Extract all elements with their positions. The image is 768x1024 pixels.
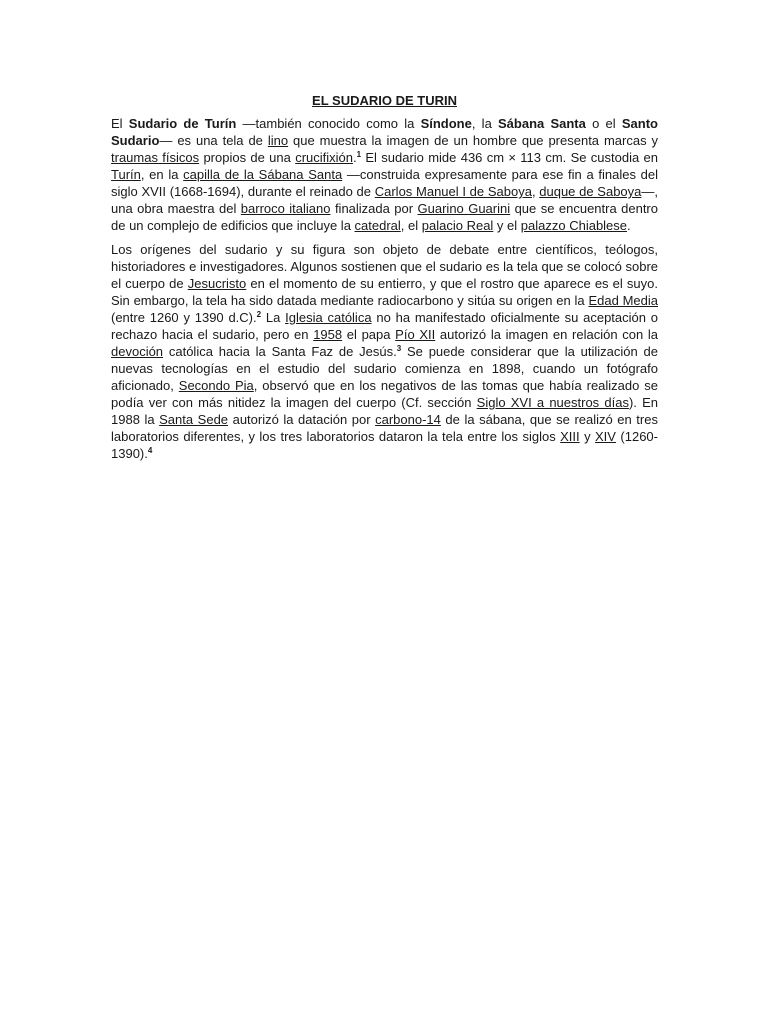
inline-link[interactable]: barroco italiano [240,201,331,216]
footnote-ref[interactable]: 3 [396,344,402,353]
text-run: de la sábana, que se realizó en tres laboratorios diferentes, y los tres laboratorios dataron la tela entre los siglos [111,412,658,444]
text-run: La [261,310,286,325]
text-run: Los orígenes del sudario y su figura son objeto de debate entre científicos, teólogos, historiadores e investigadores. Algunos sostienen que el sudario es la tela que se colocó sobre el cuerpo de [111,242,658,291]
text-run: ). En 1988 la [111,395,658,427]
bold-term: Santo Sudario [111,116,658,148]
text-run: , la [471,116,499,131]
text-run: —también conocido como la [236,116,421,131]
text-run: El [111,116,129,131]
paragraph-1 [111,115,658,234]
document-body [111,92,658,469]
inline-link[interactable]: Santa Sede [159,412,229,427]
inline-link[interactable]: Jesucristo [187,276,247,291]
text-run: Se puede considerar que la utilización de nuevas tecnologías en el estudio del sudario comienza en 1898, cuando un fotógrafo aficionado, [111,344,658,393]
document-title: EL SUDARIO DE TURIN [312,93,457,108]
bold-term: Sudario de Turín [128,116,237,131]
text-run: , en la [140,167,184,182]
text-run: El sudario mide 436 cm × 113 cm. Se custodia en [361,150,658,165]
text-run: —construida expresamente para ese fin a finales del siglo XVII (1668-1694), durante el reinado de [111,167,658,199]
text-run: y el [493,218,521,233]
inline-link[interactable]: palacio Real [421,218,494,233]
inline-link[interactable]: 1958 [313,327,343,342]
text-run: —, una obra maestra del [111,184,659,216]
text-run: , el [400,218,422,233]
text-run: . [352,150,357,165]
inline-link[interactable]: duque de Saboya [539,184,642,199]
inline-link[interactable]: Turín [111,167,141,182]
inline-link[interactable]: carbono-14 [375,412,441,427]
inline-link[interactable]: crucifixión [295,150,353,165]
inline-link[interactable]: Carlos Manuel I de Saboya [374,184,532,199]
inline-link[interactable]: Guarino Guarini [417,201,511,216]
bold-term: Síndone [420,116,472,131]
text-run: en el momento de su entierro, y que el rostro que aparece es el suyo. Sin embargo, la tela ha sido datada mediante radiocarbono y sitúa su origen en la [111,276,659,308]
inline-link[interactable]: Edad Media [588,293,658,308]
bold-term: Sábana Santa [498,116,586,131]
text-run: (1260-1390). [111,429,658,461]
text-run: propios de una [199,150,296,165]
text-run: , observó que en los negativos de las tomas que había realizado se podía ver con más nitidez la imagen del cuerpo (Cf. sección [111,378,658,410]
text-run: (entre 1260 y 1390 d.C). [111,310,257,325]
inline-link[interactable]: Secondo Pia [178,378,254,393]
inline-link[interactable]: Pío XII [395,327,436,342]
text-run: y [579,429,596,444]
text-run: no ha manifestado oficialmente su aceptación o rechazo hacia el sudario, pero en [111,310,659,342]
footnote-ref[interactable]: 2 [256,310,262,319]
text-run: , [531,184,540,199]
inline-link[interactable]: devoción [111,344,164,359]
footnote-ref[interactable]: 4 [147,446,153,455]
inline-link[interactable]: XIV [595,429,616,444]
inline-link[interactable]: catedral [354,218,401,233]
text-run: que se encuentra dentro de un complejo de edificios que incluye la [111,201,658,233]
text-run: . [627,218,631,233]
text-run: autorizó la datación por [228,412,376,427]
text-run: el papa [342,327,396,342]
footnote-ref[interactable]: 1 [356,150,362,159]
paragraph-2 [111,241,658,462]
inline-link[interactable]: Iglesia católica [285,310,372,325]
text-run: que muestra la imagen de un hombre que presenta marcas y [288,133,658,148]
inline-link[interactable]: palazzo Chiablese [520,218,628,233]
text-run: o el [585,116,622,131]
text-run: finalizada por [330,201,418,216]
inline-link[interactable]: traumas físicos [111,150,200,165]
inline-link[interactable]: capilla de la Sábana Santa [183,167,343,182]
text-run: — es una tela de [159,133,268,148]
text-run: autorizó la imagen en relación con la [435,327,658,342]
inline-link[interactable]: lino [267,133,289,148]
text-run: católica hacia la Santa Faz de Jesús. [163,344,397,359]
inline-link[interactable]: XIII [560,429,580,444]
inline-link[interactable]: Siglo XVI a nuestros días [476,395,629,410]
